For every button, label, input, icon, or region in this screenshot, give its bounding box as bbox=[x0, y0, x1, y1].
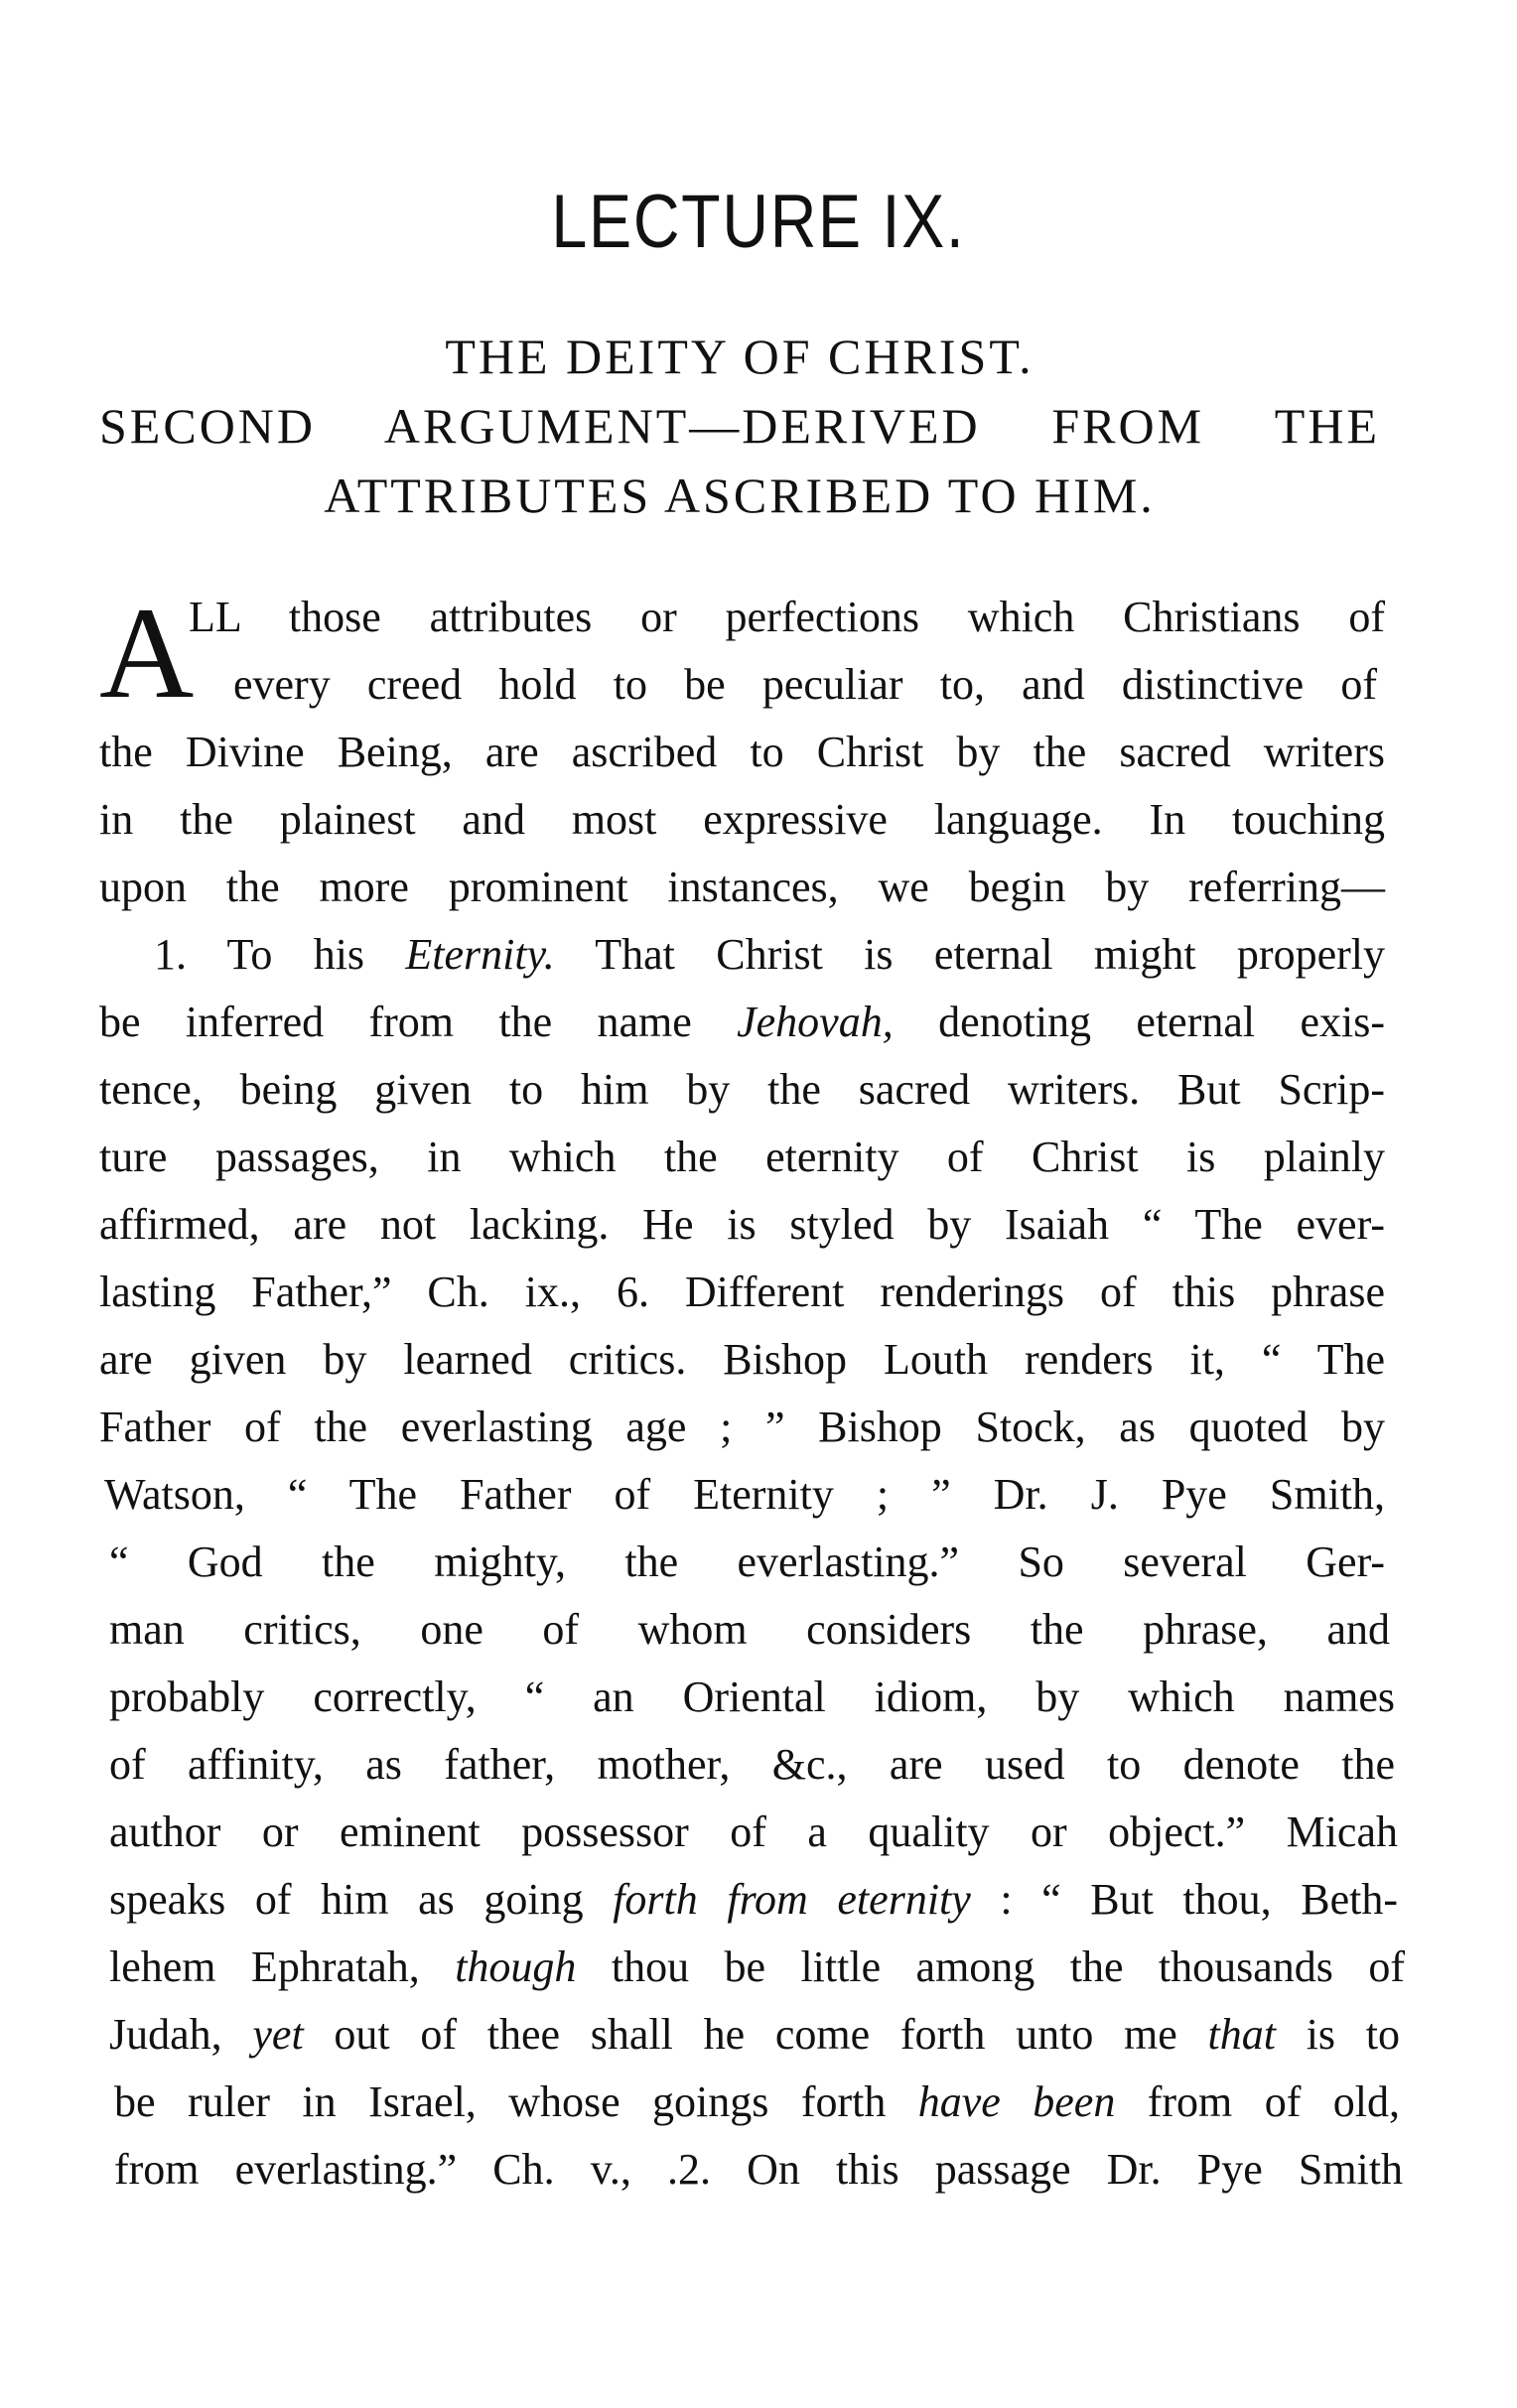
text-run: denoting eternal exis- bbox=[893, 998, 1385, 1046]
italic-run: Eternity. bbox=[405, 930, 555, 979]
text-line: in the plainest and most expressive language. In touching bbox=[99, 795, 1385, 844]
text-line: of affinity, as father, mother, &c., are used to denote the bbox=[109, 1740, 1395, 1789]
subtitle-argument: SECOND ARGUMENT—DERIVED FROM THE bbox=[99, 398, 1380, 454]
text-line: author or eminent possessor of a quality or object.” Micah bbox=[109, 1807, 1398, 1856]
italic-run: have been bbox=[917, 2077, 1116, 2126]
text-line bbox=[109, 1875, 1398, 1924]
lecture-title: LECTURE IX. bbox=[551, 180, 966, 264]
text-line: from everlasting.” Ch. v., .2. On this passage Dr. Pye Smith bbox=[114, 2145, 1403, 2194]
text-run: speaks of him as going bbox=[109, 1875, 614, 1924]
italic-run: forth from eternity bbox=[613, 1875, 971, 1924]
text-line: upon the more prominent instances, we begin by referring— bbox=[99, 863, 1385, 911]
text-line: tence, being given to him by the sacred writers. But Scrip- bbox=[99, 1065, 1385, 1114]
text-run: be inferred from the name bbox=[99, 998, 738, 1046]
text-run: lehem Ephratah, bbox=[109, 1942, 456, 1991]
text-run: That Christ is eternal might properly bbox=[554, 930, 1385, 979]
text-run: : “ But thou, Beth- bbox=[970, 1875, 1398, 1924]
text-line: LL those attributes or perfections which Christians of bbox=[189, 593, 1385, 641]
text-line bbox=[99, 998, 1385, 1046]
text-line: affirmed, are not lacking. He is styled by Isaiah “ The ever- bbox=[99, 1200, 1385, 1249]
text-run: thou be little among the thousands of bbox=[576, 1942, 1405, 1991]
italic-run: Jehovah, bbox=[737, 998, 894, 1046]
drop-cap: A bbox=[99, 580, 195, 726]
text-line: are given by learned critics. Bishop Louth renders it, “ The bbox=[99, 1335, 1385, 1384]
text-line bbox=[109, 2010, 1401, 2059]
text-line: “ God the mighty, the everlasting.” So several Ger- bbox=[109, 1538, 1385, 1586]
subtitle-deity: THE DEITY OF CHRIST. bbox=[445, 329, 1034, 384]
text-run: Judah, bbox=[109, 2010, 253, 2059]
text-run: out of thee shall he come forth unto me bbox=[303, 2010, 1208, 2059]
italic-run: yet bbox=[252, 2010, 304, 2059]
italic-run: though bbox=[455, 1942, 577, 1991]
text-line: lasting Father,” Ch. ix., 6. Different renderings of this phrase bbox=[99, 1268, 1385, 1316]
text-line: ture passages, in which the eternity of Christ is plainly bbox=[99, 1133, 1385, 1181]
text-run: be ruler in Israel, whose goings forth bbox=[114, 2077, 918, 2126]
text-line bbox=[109, 1942, 1405, 1991]
text-run: from of old, bbox=[1115, 2077, 1400, 2126]
text-line: man critics, one of whom considers the phrase, and bbox=[109, 1605, 1390, 1654]
text-line: probably correctly, “ an Oriental idiom, by which names bbox=[109, 1672, 1395, 1721]
subtitle-attributes: ATTRIBUTES ASCRIBED TO HIM. bbox=[324, 468, 1156, 523]
text-run: 1. To his bbox=[154, 930, 406, 979]
text-line: Father of the everlasting age ; ” Bishop Stock, as quoted by bbox=[99, 1403, 1385, 1451]
text-run: is to bbox=[1275, 2010, 1401, 2059]
text-line: the Divine Being, are ascribed to Christ by the sacred writers bbox=[99, 728, 1385, 776]
text-line bbox=[154, 930, 1385, 979]
text-line: Watson, “ The Father of Eternity ; ” Dr. J. Pye Smith, bbox=[104, 1470, 1385, 1519]
text-line: every creed hold to be peculiar to, and distinctive of bbox=[233, 660, 1377, 709]
text-line bbox=[114, 2077, 1400, 2126]
italic-run: that bbox=[1207, 2010, 1276, 2059]
